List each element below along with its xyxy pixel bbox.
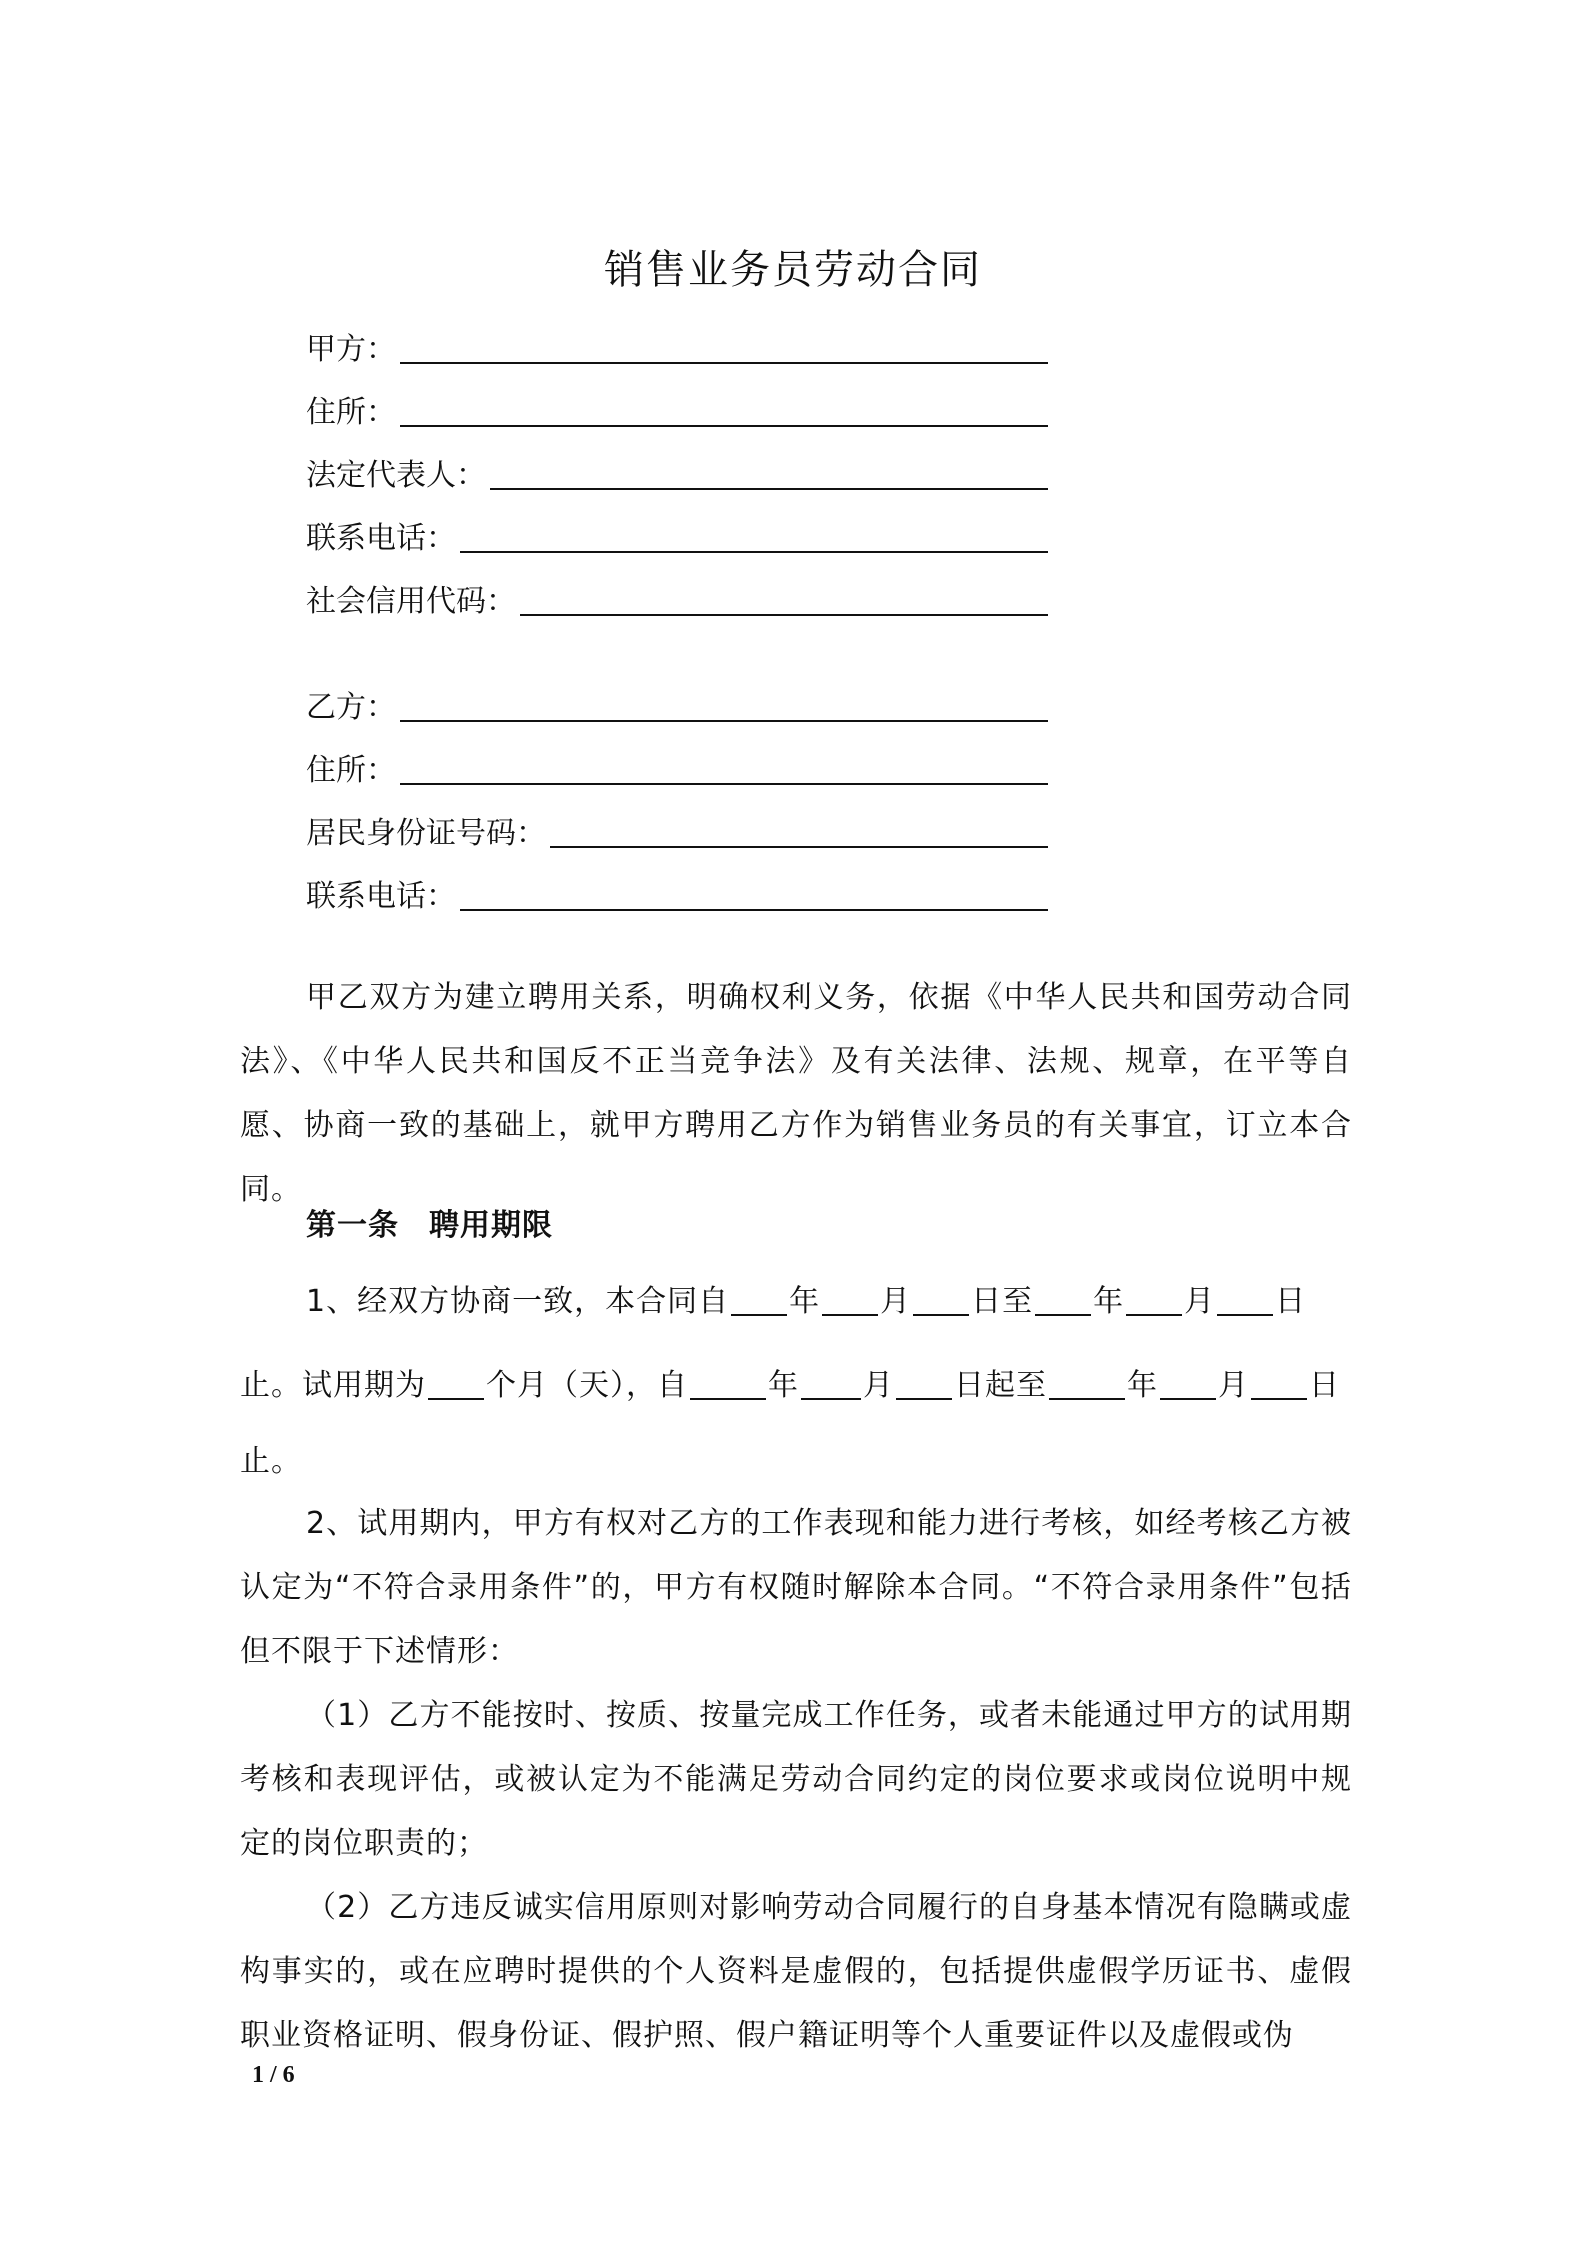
party-a-legal-rep-blank[interactable] bbox=[490, 458, 1048, 490]
probation-start-day-blank[interactable] bbox=[896, 1368, 952, 1400]
article-1-title: 聘用期限 bbox=[429, 1208, 553, 1243]
party-a-address-field bbox=[306, 389, 1048, 433]
party-b-address-label: 住所： bbox=[306, 753, 396, 788]
probation-end-month-blank[interactable] bbox=[1160, 1368, 1216, 1400]
party-a-phone-blank[interactable] bbox=[460, 521, 1048, 553]
party-a-field bbox=[306, 326, 1048, 370]
year-text-4: 年 bbox=[1127, 1368, 1158, 1403]
party-a-address-label: 住所： bbox=[306, 395, 396, 430]
party-b-id-field bbox=[306, 810, 1048, 854]
day-end-text: 日 bbox=[1275, 1284, 1307, 1319]
probation-end-day-blank[interactable] bbox=[1251, 1368, 1307, 1400]
item-1-text-1: 1、经双方协商一致，本合同自 bbox=[306, 1284, 730, 1319]
party-b-address-field bbox=[306, 747, 1048, 791]
clause-2-paragraph: （2）乙方违反诚实信用原则对影响劳动合同履行的自身基本情况有隐瞒或虚构事实的，或在应聘时提供的个人资料是虚假的，包括提供虚假学历证书、虚假职业资格证明、假身份证、假护照、假户籍证明等个人重要证件以及虚假或伪 bbox=[240, 1890, 1352, 2053]
page-number: 1 / 6 bbox=[252, 2062, 295, 2088]
item-1-line-1 bbox=[240, 1272, 1352, 1322]
document-title: 销售业务员劳动合同 bbox=[604, 247, 982, 293]
end-month-blank[interactable] bbox=[1126, 1284, 1182, 1316]
article-1-heading bbox=[306, 1200, 583, 1244]
end-day-blank[interactable] bbox=[1217, 1284, 1273, 1316]
year-text-3: 年 bbox=[768, 1368, 799, 1403]
party-a-label: 甲方： bbox=[306, 332, 396, 367]
party-b-field bbox=[306, 684, 1048, 728]
party-a-blank[interactable] bbox=[400, 332, 1048, 364]
party-b-label: 乙方： bbox=[306, 690, 396, 725]
party-a-legal-rep-field bbox=[306, 452, 1048, 496]
party-b-id-blank[interactable] bbox=[550, 816, 1048, 848]
months-days-text: 个月（天），自 bbox=[486, 1368, 688, 1403]
year-text: 年 bbox=[789, 1284, 821, 1319]
party-a-credit-code-label: 社会信用代码： bbox=[306, 584, 516, 619]
start-month-blank[interactable] bbox=[822, 1284, 878, 1316]
probation-end-year-blank[interactable] bbox=[1049, 1368, 1125, 1400]
month-text-4: 月 bbox=[1218, 1368, 1249, 1403]
year-text-2: 年 bbox=[1093, 1284, 1125, 1319]
party-b-phone-blank[interactable] bbox=[460, 879, 1048, 911]
article-1-number: 第一条 bbox=[306, 1208, 399, 1243]
party-a-credit-code-field bbox=[306, 578, 1048, 622]
intro-paragraph: 甲乙双方为建立聘用关系，明确权利义务，依据《中华人民共和国劳动合同法》、《中华人民共和国反不正当竞争法》及有关法律、法规、规章，在平等自愿、协商一致的基础上，就甲方聘用乙方作为销售业务员的有关事宜，订立本合同。 bbox=[240, 980, 1352, 1207]
party-b-address-blank[interactable] bbox=[400, 753, 1048, 785]
day-from-text: 日起至 bbox=[954, 1368, 1047, 1403]
end-year-blank[interactable] bbox=[1035, 1284, 1091, 1316]
start-year-blank[interactable] bbox=[731, 1284, 787, 1316]
item-1-line-2 bbox=[240, 1356, 1352, 1406]
item-1-text-3: 止。 bbox=[240, 1444, 302, 1479]
day-to-text: 日至 bbox=[971, 1284, 1034, 1319]
item-1-line-3 bbox=[240, 1432, 1352, 1482]
item-1-text-2: 止。试用期为 bbox=[240, 1368, 426, 1403]
party-b-id-label: 居民身份证号码： bbox=[306, 816, 546, 851]
clause-1-paragraph: （1）乙方不能按时、按质、按量完成工作任务，或者未能通过甲方的试用期考核和表现评估，或被认定为不能满足劳动合同约定的岗位要求或岗位说明中规定的岗位职责的； bbox=[240, 1698, 1352, 1861]
party-a-phone-label: 联系电话： bbox=[306, 521, 456, 556]
party-a-credit-code-blank[interactable] bbox=[520, 584, 1048, 616]
probation-start-year-blank[interactable] bbox=[690, 1368, 766, 1400]
probation-start-month-blank[interactable] bbox=[801, 1368, 861, 1400]
month-text: 月 bbox=[880, 1284, 912, 1319]
start-day-blank[interactable] bbox=[913, 1284, 969, 1316]
party-a-legal-rep-label: 法定代表人： bbox=[306, 458, 486, 493]
month-text-3: 月 bbox=[863, 1368, 894, 1403]
party-a-address-blank[interactable] bbox=[400, 395, 1048, 427]
item-2-paragraph: 2、试用期内，甲方有权对乙方的工作表现和能力进行考核，如经考核乙方被认定为“不符合录用条件”的，甲方有权随时解除本合同。“不符合录用条件”包括但不限于下述情形： bbox=[240, 1506, 1352, 1669]
party-b-phone-field bbox=[306, 873, 1048, 917]
party-b-phone-label: 联系电话： bbox=[306, 879, 456, 914]
party-b-blank[interactable] bbox=[400, 690, 1048, 722]
day-end-text-2: 日 bbox=[1309, 1368, 1340, 1403]
month-text-2: 月 bbox=[1184, 1284, 1216, 1319]
party-a-phone-field bbox=[306, 515, 1048, 559]
probation-length-blank[interactable] bbox=[428, 1368, 484, 1400]
